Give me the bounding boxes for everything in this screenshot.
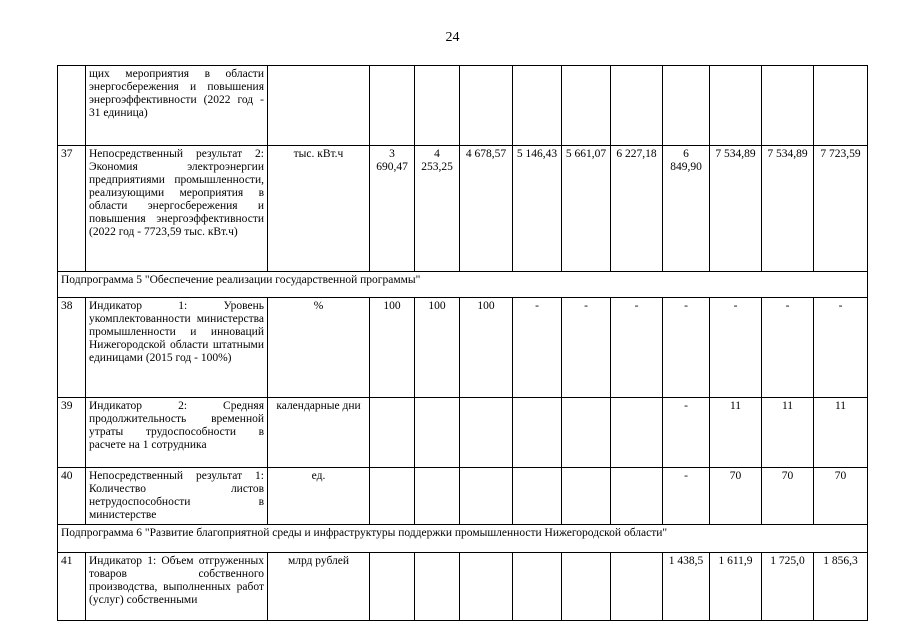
- indicator-name: Индикатор 1: Объем отгруженных товаров собственного производства, выполненных работ (услуг) собственными: [86, 553, 268, 621]
- table-row: [58, 468, 868, 525]
- value-cell: [562, 66, 611, 146]
- value-cell: [562, 553, 611, 621]
- value-cell: [460, 66, 513, 146]
- value-cell: 70: [710, 468, 762, 525]
- indicator-name: Непосредственный результат 1: Количество листов нетрудоспособности в министерстве: [86, 468, 268, 525]
- subprogram-title: Подпрограмма 6 "Развитие благоприятной среды и инфраструктуры поддержки промышленности Нижегородской области": [58, 525, 868, 553]
- value-cell: [370, 398, 415, 468]
- row-number: 38: [58, 298, 86, 398]
- value-cell: 6 227,18: [611, 146, 663, 272]
- value-cell: 70: [814, 468, 868, 525]
- value-cell: 11: [710, 398, 762, 468]
- unit-cell: тыс. кВт.ч: [268, 146, 370, 272]
- value-cell: [562, 468, 611, 525]
- value-cell: 11: [814, 398, 868, 468]
- indicators-table: [57, 65, 868, 621]
- value-cell: [370, 553, 415, 621]
- value-cell: -: [663, 398, 710, 468]
- value-cell: [460, 553, 513, 621]
- unit-cell: календарные дни: [268, 398, 370, 468]
- value-cell: -: [762, 298, 814, 398]
- table-row: [58, 298, 868, 398]
- value-cell: 4 253,25: [415, 146, 460, 272]
- value-cell: [611, 468, 663, 525]
- value-cell: 4 678,57: [460, 146, 513, 272]
- row-number: [58, 66, 86, 146]
- subprogram-row: [58, 525, 868, 553]
- value-cell: [762, 66, 814, 146]
- indicator-name: Индикатор 1: Уровень укомплектованности министерства промышленности и инноваций Нижегородской области штатными единицами (2015 год - 100%): [86, 298, 268, 398]
- value-cell: 7 534,89: [762, 146, 814, 272]
- row-number: 39: [58, 398, 86, 468]
- value-cell: -: [663, 468, 710, 525]
- unit-cell: [268, 66, 370, 146]
- value-cell: [415, 398, 460, 468]
- value-cell: 70: [762, 468, 814, 525]
- value-cell: [710, 66, 762, 146]
- value-cell: 3 690,47: [370, 146, 415, 272]
- value-cell: [415, 66, 460, 146]
- subprogram-row: [58, 272, 868, 298]
- value-cell: 100: [370, 298, 415, 398]
- row-number: 41: [58, 553, 86, 621]
- value-cell: 5 661,07: [562, 146, 611, 272]
- table-row: [58, 398, 868, 468]
- table-row: [58, 553, 868, 621]
- value-cell: 1 856,3: [814, 553, 868, 621]
- row-number: 37: [58, 146, 86, 272]
- value-cell: [611, 553, 663, 621]
- unit-cell: ед.: [268, 468, 370, 525]
- value-cell: [415, 553, 460, 621]
- value-cell: [513, 66, 562, 146]
- value-cell: -: [611, 298, 663, 398]
- indicator-name: Непосредственный результат 2: Экономия электроэнергии предприятиями промышленности, реализующими мероприятия в области энергосбережения и повышения энергоэффективности (2022 год - 7723,59 тыс. кВт.ч): [86, 146, 268, 272]
- value-cell: 7 723,59: [814, 146, 868, 272]
- value-cell: [415, 468, 460, 525]
- value-cell: 5 146,43: [513, 146, 562, 272]
- value-cell: 1 611,9: [710, 553, 762, 621]
- value-cell: 7 534,89: [710, 146, 762, 272]
- value-cell: [814, 66, 868, 146]
- value-cell: 100: [460, 298, 513, 398]
- value-cell: -: [513, 298, 562, 398]
- unit-cell: %: [268, 298, 370, 398]
- value-cell: [370, 66, 415, 146]
- indicator-name: Индикатор 2: Средняя продолжительность временной утраты трудоспособности в расчете на 1 сотрудника: [86, 398, 268, 468]
- page-number: 24: [445, 30, 460, 45]
- value-cell: 6 849,90: [663, 146, 710, 272]
- value-cell: [460, 398, 513, 468]
- value-cell: [663, 66, 710, 146]
- value-cell: -: [710, 298, 762, 398]
- value-cell: -: [562, 298, 611, 398]
- value-cell: 11: [762, 398, 814, 468]
- value-cell: [611, 398, 663, 468]
- value-cell: [513, 398, 562, 468]
- subprogram-title: Подпрограмма 5 "Обеспечение реализации государственной программы": [58, 272, 868, 298]
- value-cell: [460, 468, 513, 525]
- value-cell: [611, 66, 663, 146]
- value-cell: [562, 398, 611, 468]
- value-cell: 1 438,5: [663, 553, 710, 621]
- value-cell: 1 725,0: [762, 553, 814, 621]
- value-cell: [513, 468, 562, 525]
- table-row: [58, 146, 868, 272]
- value-cell: -: [663, 298, 710, 398]
- row-number: 40: [58, 468, 86, 525]
- value-cell: [513, 553, 562, 621]
- indicator-name: щих мероприятия в области энергосбережения и повышения энергоэффективности (2022 год - 31 единица): [86, 66, 268, 146]
- value-cell: 100: [415, 298, 460, 398]
- table-row: [58, 66, 868, 146]
- value-cell: -: [814, 298, 868, 398]
- value-cell: [370, 468, 415, 525]
- unit-cell: млрд рублей: [268, 553, 370, 621]
